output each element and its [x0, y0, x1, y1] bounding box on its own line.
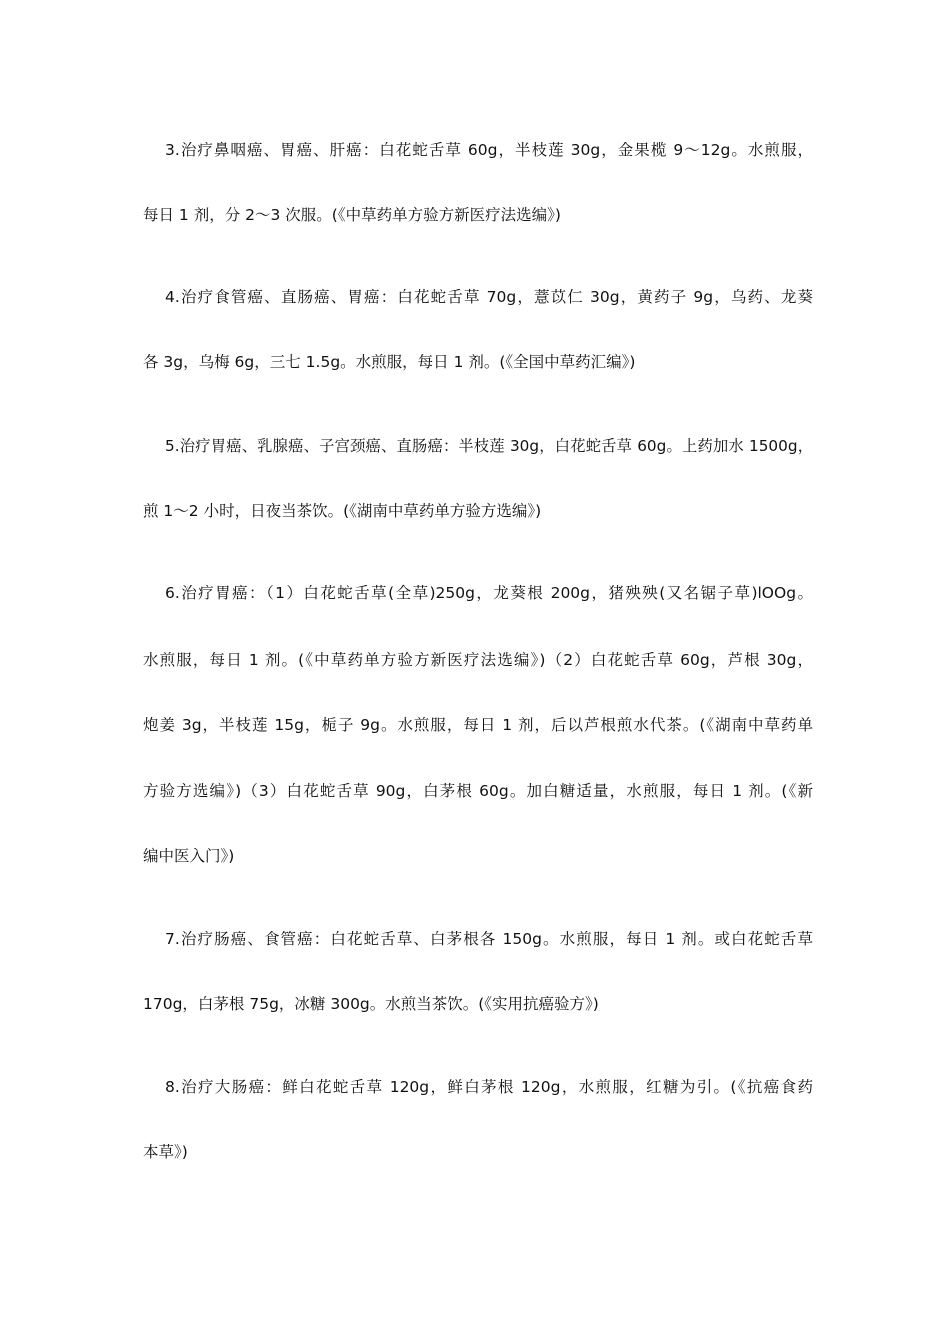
paragraph-7-line-1: 7.治疗肠癌、食管癌：白花蛇舌草、白茅根各 150g。水煎服，每日 1 剂。或白花蛇舌草 — [165, 930, 813, 948]
paragraph-8-line-2: 本草》) — [143, 1143, 188, 1161]
paragraph-6-line-3: 炮姜 3g，半枝莲 15g，栀子 9g。水煎服，每日 1 剂，后以芦根煎水代茶。(《湖南中草药单 — [143, 716, 813, 734]
paragraph-3-line-2: 每日 1 剂，分 2～3 次服。(《中草药单方验方新医疗法选编》) — [143, 206, 561, 224]
paragraph-5-line-2: 煎 1～2 小时，日夜当茶饮。(《湖南中草药单方验方选编》) — [143, 502, 542, 520]
paragraph-7-line-2: 170g，白茅根 75g，冰糖 300g。水煎当茶饮。(《实用抗癌验方》) — [143, 995, 599, 1013]
paragraph-8-line-1: 8.治疗大肠癌：鲜白花蛇舌草 120g，鲜白茅根 120g，水煎服，红糖为引。(《抗癌食药 — [165, 1078, 813, 1096]
paragraph-5-line-1: 5.治疗胃癌、乳腺癌、子宫颈癌、直肠癌：半枝莲 30g，白花蛇舌草 60g。上药加水 1500g， — [165, 437, 813, 455]
paragraph-3-line-1: 3.治疗鼻咽癌、胃癌、肝癌：白花蛇舌草 60g，半枝莲 30g，金果榄 9～12g。水煎服， — [165, 141, 813, 159]
paragraph-6-line-5: 编中医入门》) — [143, 847, 235, 865]
paragraph-4-line-1: 4.治疗食管癌、直肠癌、胃癌：白花蛇舌草 70g，薏苡仁 30g，黄药子 9g，乌药、龙葵 — [165, 288, 813, 306]
paragraph-6-line-1: 6.治疗胃癌：（1）白花蛇舌草(全草)250g，龙葵根 200g，猪殃殃(又名锯子草)lOOg。 — [165, 584, 813, 602]
paragraph-6-line-2: 水煎服，每日 1 剂。(《中草药单方验方新医疗法选编》)（2）白花蛇舌草 60g，芦根 30g， — [143, 651, 813, 669]
paragraph-6-line-4: 方验方选编》)（3）白花蛇舌草 90g，白茅根 60g。加白糖适量，水煎服，每日 1 剂。(《新 — [143, 782, 813, 800]
paragraph-4-line-2: 各 3g，乌梅 6g，三七 1.5g。水煎服，每日 1 剂。(《全国中草药汇编》) — [143, 353, 636, 371]
